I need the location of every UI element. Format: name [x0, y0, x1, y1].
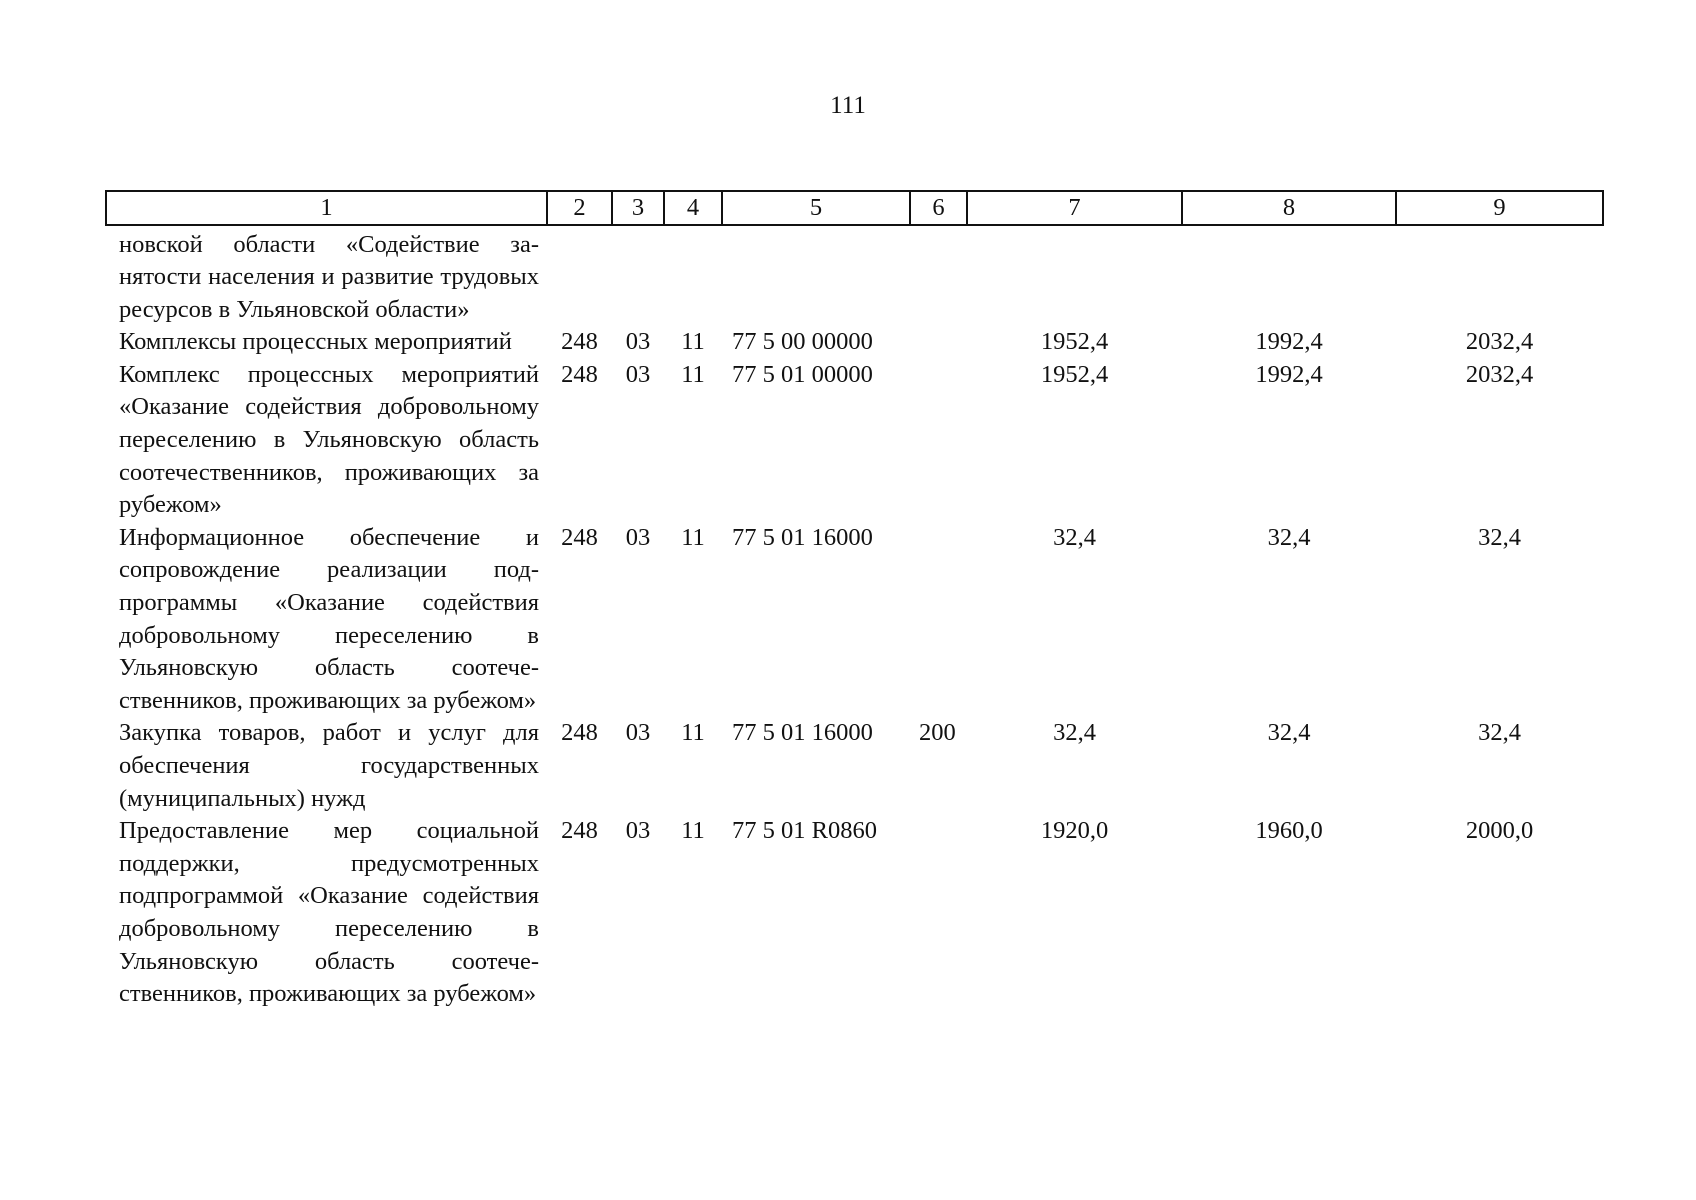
cell-amount-9: 2032,4	[1465, 328, 1534, 356]
column-header-7: 7	[967, 191, 1182, 225]
cell-amount-9: 2000,0	[1465, 817, 1534, 845]
column-header-2: 2	[547, 191, 612, 225]
cell-amount-9: 32,4	[1478, 523, 1521, 551]
cell-section: 03	[625, 523, 651, 551]
column-header-1: 1	[106, 191, 547, 225]
cell-section: 03	[625, 328, 651, 356]
header-row	[106, 191, 1603, 225]
cell-amount-7: 1952,4	[1040, 328, 1109, 356]
cell-expense-type	[910, 522, 967, 718]
column-header-8: 8	[1182, 191, 1396, 225]
table-row	[106, 815, 1603, 1011]
cell-amount-7	[967, 225, 1182, 326]
cell-ministry: 248	[561, 817, 598, 845]
cell-expense-type	[910, 326, 967, 359]
cell-target-article: 77 5 01 16000	[732, 719, 873, 747]
cell-target-article: 77 5 01 R0860	[732, 817, 877, 845]
cell-target-article: 77 5 01 00000	[732, 360, 873, 388]
row-name: Закупка товаров, работ и услуг для обеспечения государственных (муниципальных) нужд	[119, 719, 539, 812]
cell-section: 03	[625, 360, 651, 388]
cell-target-article: 77 5 00 00000	[732, 328, 873, 356]
table-row	[106, 522, 1603, 718]
cell-ministry: 248	[561, 523, 598, 551]
cell-subsection: 11	[681, 360, 705, 388]
cell-subsection	[664, 225, 722, 326]
column-header-3: 3	[612, 191, 664, 225]
cell-amount-8: 1992,4	[1255, 360, 1323, 388]
column-header-4: 4	[664, 191, 722, 225]
cell-ministry: 248	[561, 360, 598, 388]
row-name: Предоставление мер социальной поддержки, предусмотренных подпрограммой «Оказание содействия добровольному переселению в Ульяновскую область соотечественников, проживающих за рубежом»	[119, 817, 539, 1008]
cell-amount-8	[1182, 225, 1396, 326]
row-name: Комплекс процессных мероприятий «Оказание содействия добровольному переселению в Ульяновскую область соотечественников, проживающих за рубежом»	[119, 360, 539, 519]
cell-subsection: 11	[681, 328, 705, 356]
cell-ministry: 248	[561, 328, 598, 356]
cell-target-article: 77 5 01 16000	[732, 523, 873, 551]
cell-amount-7: 1920,0	[1040, 817, 1109, 845]
cell-target-article	[722, 225, 910, 326]
cell-amount-8: 32,4	[1267, 719, 1311, 747]
table-row	[106, 717, 1603, 815]
cell-amount-9: 32,4	[1478, 719, 1521, 747]
row-name: Комплексы процессных мероприятий	[119, 328, 512, 356]
cell-amount-8: 1992,4	[1255, 328, 1323, 356]
table-row	[106, 359, 1603, 522]
cell-amount-7: 32,4	[1053, 523, 1096, 551]
cell-expense-type: 200	[919, 719, 956, 747]
cell-section: 03	[625, 719, 651, 747]
cell-subsection: 11	[681, 719, 705, 747]
budget-table	[105, 190, 1604, 1011]
row-name: новской области «Содействие занятости населения и развитие трудовых ресурсов в Ульяновской области»	[119, 231, 539, 323]
cell-subsection: 11	[681, 523, 705, 551]
cell-amount-8: 32,4	[1267, 523, 1311, 551]
cell-amount-9: 2032,4	[1465, 360, 1534, 388]
table-row	[106, 326, 1603, 359]
column-header-6: 6	[910, 191, 967, 225]
column-header-5: 5	[722, 191, 910, 225]
column-header-9: 9	[1396, 191, 1603, 225]
cell-subsection: 11	[681, 817, 705, 845]
page-number: 111	[830, 92, 866, 119]
cell-expense-type	[910, 225, 967, 326]
row-name: Информационное обеспечение и сопровождение реализации подпрограммы «Оказание содействия добровольному переселению в Ульяновскую область соотечественников, проживающих за рубежом»	[119, 523, 539, 714]
cell-section: 03	[625, 817, 651, 845]
cell-amount-7: 1952,4	[1040, 360, 1109, 388]
cell-ministry: 248	[561, 719, 598, 747]
table-row	[106, 225, 1603, 326]
cell-expense-type	[910, 815, 967, 1011]
cell-section	[612, 225, 664, 326]
cell-ministry	[547, 225, 612, 326]
cell-amount-8: 1960,0	[1255, 817, 1323, 845]
cell-amount-9	[1396, 225, 1603, 326]
cell-amount-7: 32,4	[1053, 719, 1096, 747]
cell-expense-type	[910, 359, 967, 522]
